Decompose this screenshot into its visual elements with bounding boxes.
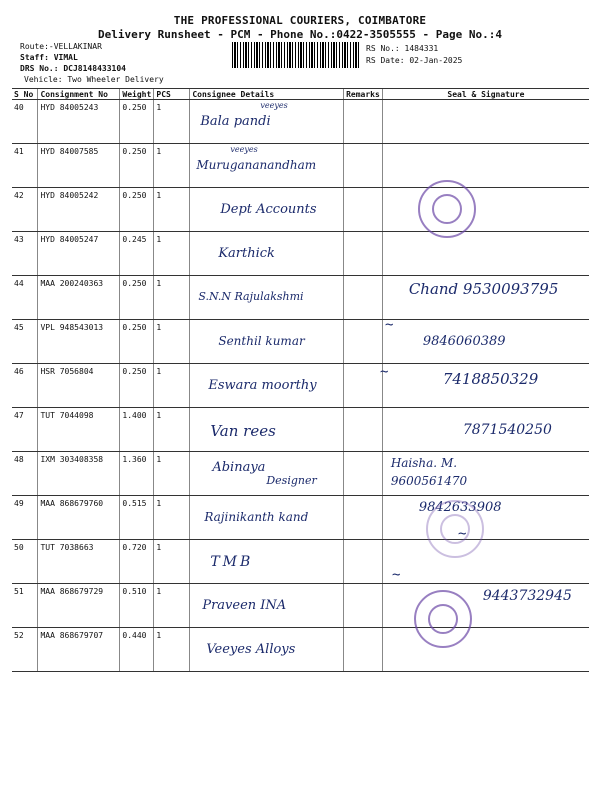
row-consignment: HYD 84005243 <box>38 100 120 144</box>
company-title: THE PROFESSIONAL COURIERS, COIMBATORE <box>173 14 427 27</box>
row-pcs: 1 <box>154 276 190 320</box>
col-consignment: Consignment No <box>38 89 120 100</box>
table-row <box>12 408 589 452</box>
row-consignee <box>190 452 344 496</box>
row-signature <box>382 496 589 540</box>
row-pcs: 1 <box>154 408 190 452</box>
row-remarks <box>344 408 383 452</box>
row-sno: 45 <box>12 320 38 364</box>
row-sno: 43 <box>12 232 38 276</box>
row-remarks <box>344 628 383 672</box>
table-row <box>12 100 589 144</box>
row-signature <box>382 540 589 584</box>
row-consignment: MAA 868679707 <box>38 628 120 672</box>
row-sno: 42 <box>12 188 38 232</box>
signature-scribble: ~ <box>458 526 467 542</box>
row-signature <box>382 452 589 496</box>
row-consignee <box>190 408 344 452</box>
row-weight: 1.360 <box>120 452 154 496</box>
company-seal-stamp <box>418 180 476 238</box>
row-consignment: HYD 84005247 <box>38 232 120 276</box>
consignee-note: veeyes <box>230 145 258 154</box>
row-consignee <box>190 540 344 584</box>
row-remarks <box>344 452 383 496</box>
consignee-handwriting: Van rees <box>210 422 276 440</box>
faded-seal-stamp <box>426 500 484 558</box>
consignee-handwriting: Murugananandham <box>196 158 317 172</box>
row-sno: 48 <box>12 452 38 496</box>
row-sno: 49 <box>12 496 38 540</box>
row-consignee <box>190 232 344 276</box>
row-signature <box>382 100 589 144</box>
row-pcs: 1 <box>154 540 190 584</box>
row-consignee <box>190 496 344 540</box>
seal-center <box>432 194 462 224</box>
signature-handwriting: 9842633908 <box>418 500 502 515</box>
row-pcs: 1 <box>154 496 190 540</box>
row-sno: 41 <box>12 144 38 188</box>
col-consignee: Consignee Details <box>190 89 344 100</box>
row-consignment: MAA 868679729 <box>38 584 120 628</box>
seal-center <box>428 604 458 634</box>
company-seal-stamp <box>414 590 472 648</box>
consignee-note: Designer <box>266 474 317 487</box>
row-remarks <box>344 320 383 364</box>
row-consignee <box>190 144 344 188</box>
signature-scribble: ~ <box>380 364 389 380</box>
consignee-handwriting: Senthil kumar <box>218 334 305 348</box>
row-remarks <box>344 364 383 408</box>
consignee-handwriting: TMB <box>210 554 254 570</box>
row-consignment: TUT 7044098 <box>38 408 120 452</box>
col-signature: Seal & Signature <box>382 89 589 100</box>
row-pcs: 1 <box>154 232 190 276</box>
vehicle-text: Vehicle: Two Wheeler Delivery <box>24 75 164 84</box>
row-consignment: VPL 948543013 <box>38 320 120 364</box>
row-signature <box>382 144 589 188</box>
consignee-handwriting: Dept Accounts <box>220 202 317 217</box>
row-weight: 0.510 <box>120 584 154 628</box>
table-row <box>12 320 589 364</box>
col-pcs: PCS <box>154 89 190 100</box>
row-weight: 0.250 <box>120 188 154 232</box>
row-signature <box>382 320 589 364</box>
signature-scribble: ~ <box>392 567 401 583</box>
row-signature <box>382 628 589 672</box>
row-weight: 0.250 <box>120 100 154 144</box>
runsheet-table <box>12 88 589 672</box>
signature-handwriting: 7418850329 <box>442 370 539 388</box>
row-signature <box>382 232 589 276</box>
row-sno: 52 <box>12 628 38 672</box>
row-weight: 0.250 <box>120 320 154 364</box>
row-consignment: HYD 84007585 <box>38 144 120 188</box>
row-pcs: 1 <box>154 144 190 188</box>
row-weight: 0.440 <box>120 628 154 672</box>
row-sno: 46 <box>12 364 38 408</box>
drs-text: DRS No.: DCJ8148433104 <box>20 64 126 73</box>
row-pcs: 1 <box>154 364 190 408</box>
row-pcs: 1 <box>154 320 190 364</box>
signature-handwriting: 9443732945 <box>482 588 572 604</box>
col-weight: Weight <box>120 89 154 100</box>
row-consignee <box>190 584 344 628</box>
row-signature <box>382 364 589 408</box>
row-signature <box>382 276 589 320</box>
table-row <box>12 584 589 628</box>
signature-handwriting: 7871540250 <box>462 422 552 438</box>
table-row <box>12 628 589 672</box>
consignee-handwriting: Rajinikanth kand <box>204 510 309 524</box>
row-weight: 0.250 <box>120 276 154 320</box>
signature-handwriting: Chand 9530093795 <box>408 280 559 298</box>
row-weight: 0.245 <box>120 232 154 276</box>
row-pcs: 1 <box>154 628 190 672</box>
row-consignment: MAA 868679760 <box>38 496 120 540</box>
runsheet-subtitle: Delivery Runsheet - PCM - Phone No.:0422-3505555 - Page No.:4 <box>98 28 502 41</box>
signature-handwriting: Haisha. M. 9600561470 <box>390 456 468 488</box>
signature-scribble: ~ <box>385 317 394 333</box>
row-pcs: 1 <box>154 584 190 628</box>
barcode <box>232 42 360 68</box>
row-sno: 40 <box>12 100 38 144</box>
col-remarks: Remarks <box>344 89 383 100</box>
row-consignee <box>190 100 344 144</box>
table-row <box>12 540 589 584</box>
row-consignee <box>190 364 344 408</box>
row-weight: 0.250 <box>120 364 154 408</box>
row-remarks <box>344 232 383 276</box>
rs-number: RS No.: 1484331 <box>366 44 439 53</box>
consignee-handwriting: Praveen INA <box>202 598 287 613</box>
row-pcs: 1 <box>154 100 190 144</box>
table-row <box>12 144 589 188</box>
table-header-row <box>12 89 589 100</box>
row-weight: 0.720 <box>120 540 154 584</box>
row-remarks <box>344 584 383 628</box>
row-consignee <box>190 628 344 672</box>
row-pcs: 1 <box>154 452 190 496</box>
row-consignee <box>190 320 344 364</box>
consignee-handwriting: Bala pandi <box>200 114 271 129</box>
row-weight: 1.400 <box>120 408 154 452</box>
staff-text: Staff: VIMAL <box>20 53 78 62</box>
row-sno: 51 <box>12 584 38 628</box>
table-row <box>12 364 589 408</box>
row-remarks <box>344 144 383 188</box>
row-consignment: HSR 7056804 <box>38 364 120 408</box>
table-row <box>12 232 589 276</box>
row-sno: 50 <box>12 540 38 584</box>
signature-handwriting: 9846060389 <box>422 334 506 349</box>
row-remarks <box>344 496 383 540</box>
table-row <box>12 276 589 320</box>
table-row <box>12 188 589 232</box>
row-consignment: MAA 200240363 <box>38 276 120 320</box>
row-remarks <box>344 540 383 584</box>
table-row <box>12 496 589 540</box>
row-consignment: TUT 7038663 <box>38 540 120 584</box>
row-consignment: HYD 84005242 <box>38 188 120 232</box>
consignee-handwriting: Karthick <box>218 246 275 261</box>
row-pcs: 1 <box>154 188 190 232</box>
row-consignee <box>190 276 344 320</box>
consignee-handwriting: Veeyes Alloys <box>206 642 296 657</box>
row-consignment: IXM 303408358 <box>38 452 120 496</box>
row-signature <box>382 408 589 452</box>
consignee-handwriting: Eswara moorthy <box>208 378 317 393</box>
consignee-handwriting: Abinaya <box>212 460 266 475</box>
row-weight: 0.250 <box>120 144 154 188</box>
row-sno: 47 <box>12 408 38 452</box>
row-sno: 44 <box>12 276 38 320</box>
row-weight: 0.515 <box>120 496 154 540</box>
col-sno: S No <box>12 89 38 100</box>
consignee-handwriting: S.N.N Rajulakshmi <box>198 290 304 303</box>
row-remarks <box>344 100 383 144</box>
row-signature <box>382 188 589 232</box>
rs-date: RS Date: 02-Jan-2025 <box>366 56 463 65</box>
route-text: Route:-VELLAKINAR <box>20 42 102 51</box>
table-row <box>12 452 589 496</box>
row-remarks <box>344 188 383 232</box>
row-consignee <box>190 188 344 232</box>
consignee-note: veeyes <box>260 101 288 110</box>
row-remarks <box>344 276 383 320</box>
